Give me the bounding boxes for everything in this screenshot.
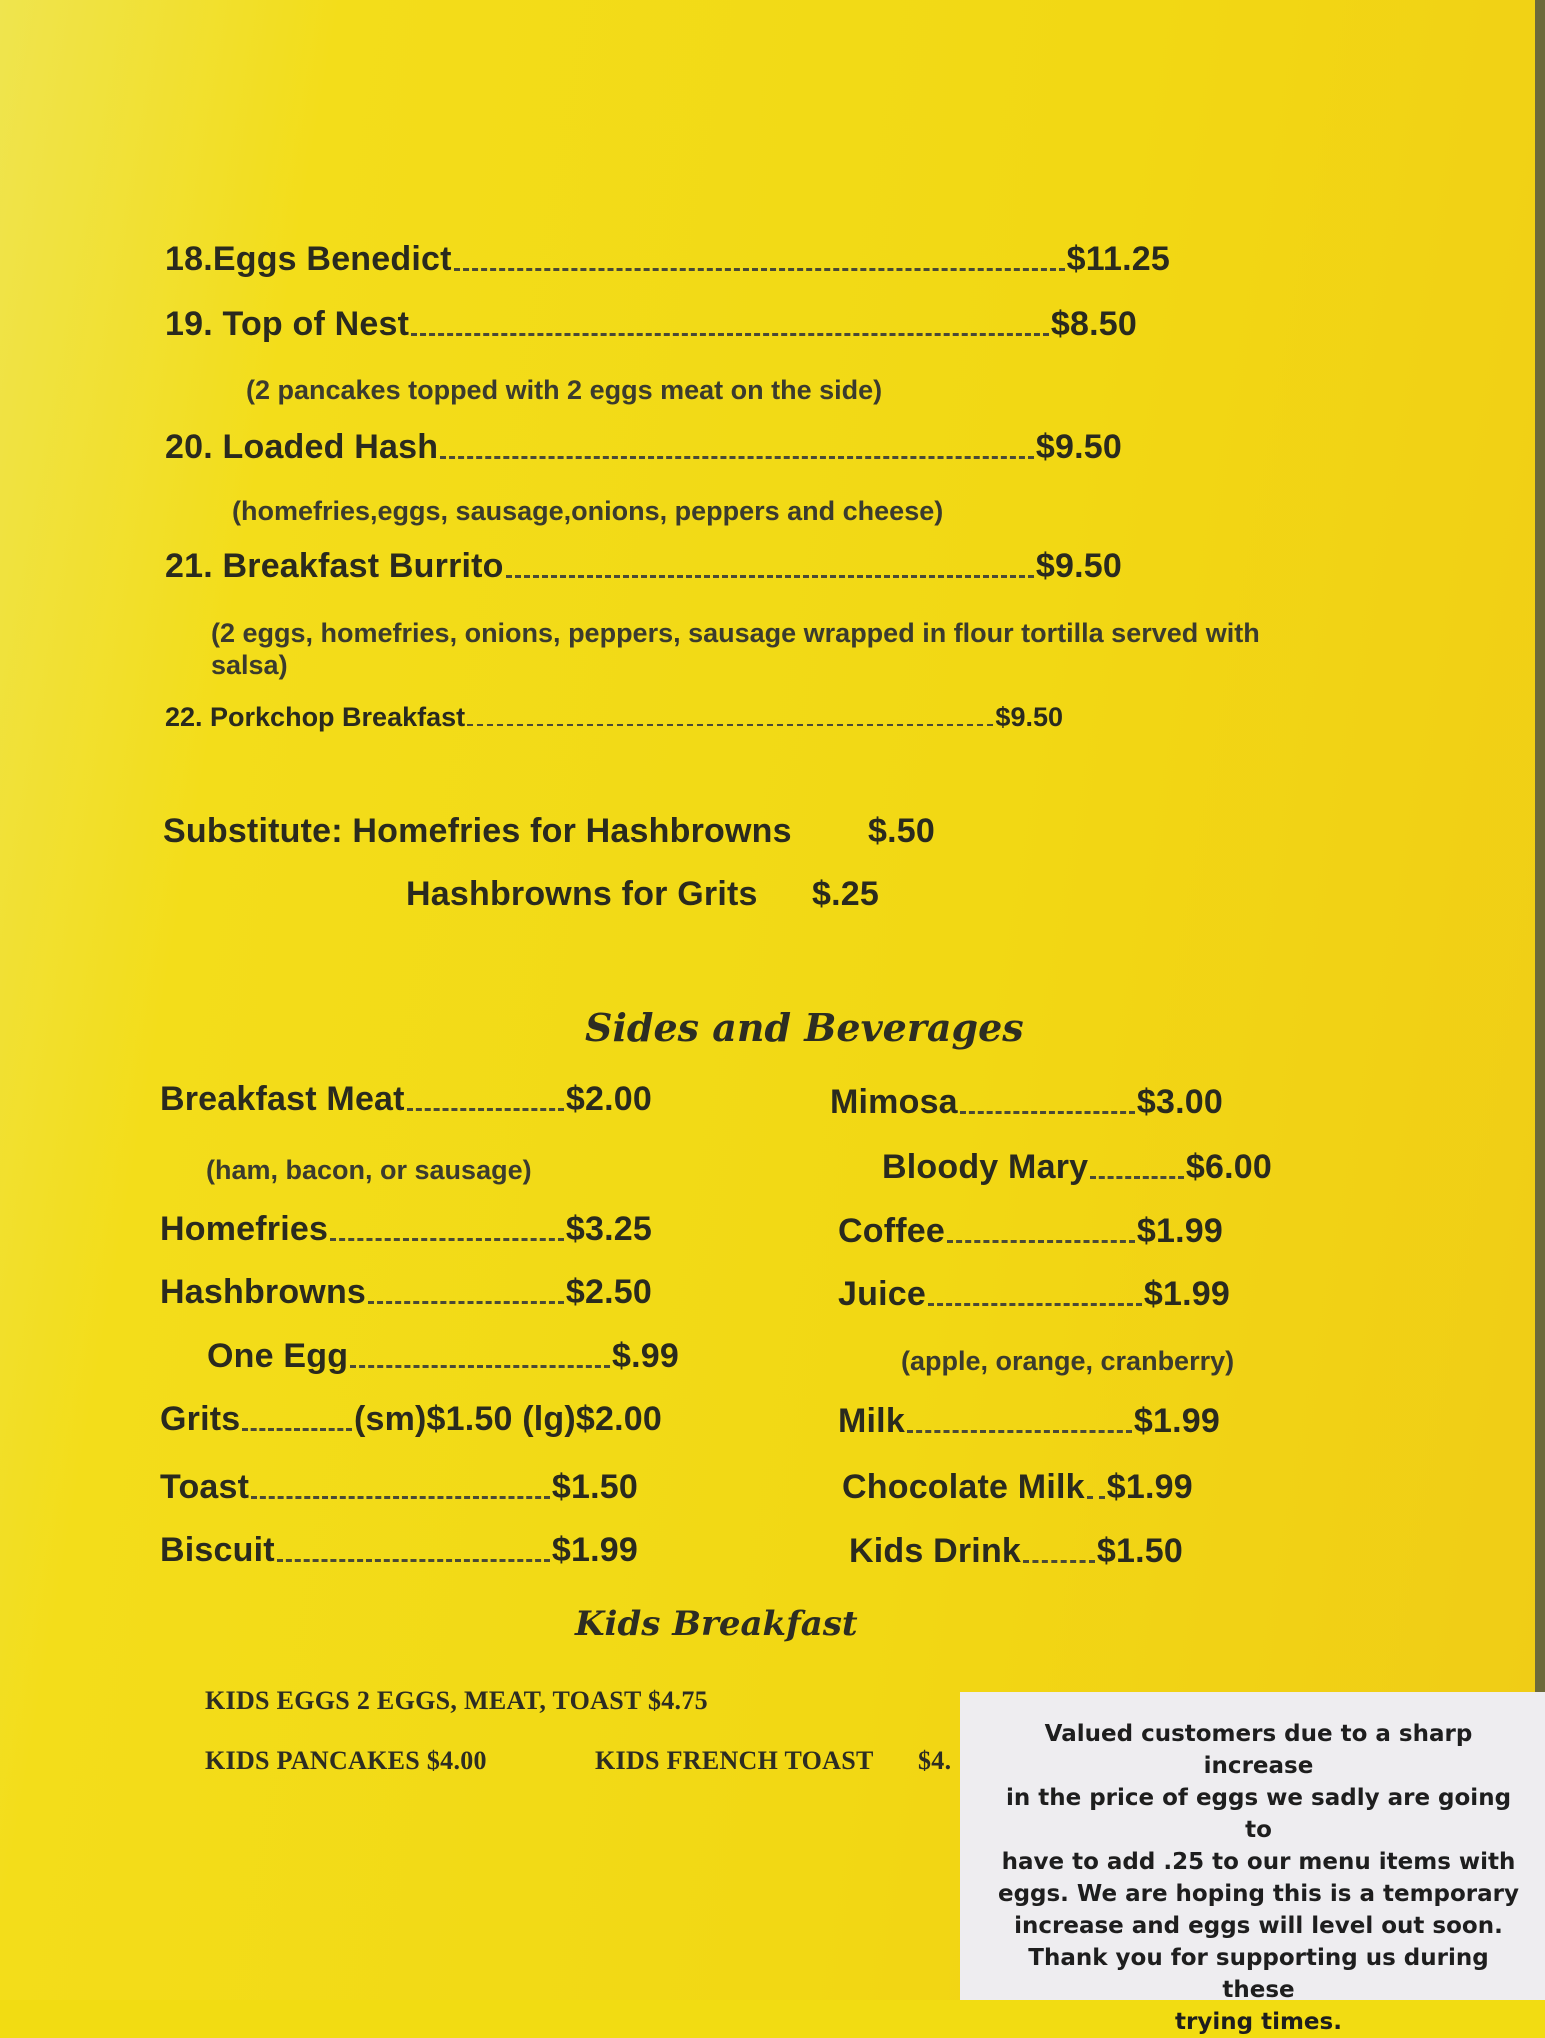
item-name: 22. Porkchop Breakfast — [165, 702, 466, 732]
item-price: $3.25 — [565, 1210, 652, 1248]
egg-price-notice-card — [960, 1692, 1545, 2035]
notice-line: in the price of eggs we sadly are going to — [1005, 1785, 1512, 1843]
substitute-line-2-price: $.25 — [812, 875, 879, 913]
substitute-line-2-label: Hashbrowns for Grits — [406, 875, 758, 913]
item-name: Breakfast Meat — [160, 1080, 405, 1118]
item-price: $8.50 — [1050, 305, 1137, 343]
notice-line: increase and eggs will level out soon. — [1014, 1913, 1503, 1939]
menu-item-top-of-nest — [165, 305, 1137, 344]
item-price: $2.50 — [565, 1273, 652, 1311]
notice-line: trying times. — [1175, 2009, 1342, 2035]
side-toast — [160, 1468, 638, 1507]
item-description: (apple, orange, cranberry) — [901, 1346, 1235, 1376]
leader-dots — [277, 1559, 550, 1562]
kids-eggs-item: KIDS EGGS 2 EGGS, MEAT, TOAST $4.75 — [205, 1686, 708, 1715]
sides-and-beverages-heading: Sides and Beverages — [585, 1005, 1024, 1050]
item-name: Toast — [160, 1468, 250, 1506]
leader-dots — [467, 724, 993, 726]
item-price: $1.99 — [1143, 1275, 1230, 1313]
item-name: Juice — [838, 1275, 926, 1313]
menu-item-loaded-hash — [165, 428, 1122, 467]
leader-dots — [242, 1428, 352, 1431]
item-price: (sm)$1.50 (lg)$2.00 — [353, 1400, 662, 1438]
kids-pancakes-item: KIDS PANCAKES $4.00 — [205, 1746, 487, 1775]
item-name: Bloody Mary — [882, 1148, 1089, 1186]
leader-dots — [928, 1303, 1142, 1306]
side-biscuit — [160, 1531, 638, 1570]
notice-line: Thank you for supporting us during these — [1028, 1945, 1489, 2003]
leader-dots — [947, 1240, 1135, 1243]
item-price: $11.25 — [1066, 240, 1170, 278]
menu-item-breakfast-burrito — [165, 547, 1122, 586]
leader-dots — [960, 1111, 1135, 1114]
item-name: 19. Top of Nest — [165, 305, 410, 343]
item-price: $1.99 — [1106, 1468, 1193, 1506]
side-one-egg — [207, 1337, 679, 1376]
item-description: (ham, bacon, or sausage) — [206, 1155, 532, 1185]
notice-line: have to add .25 to our menu items with — [1001, 1849, 1516, 1875]
leader-dots — [907, 1430, 1132, 1433]
item-price: $1.99 — [551, 1531, 638, 1569]
leader-dots — [1087, 1496, 1105, 1499]
leader-dots — [251, 1496, 550, 1499]
item-name: Chocolate Milk — [842, 1468, 1085, 1506]
beverage-milk — [838, 1402, 1220, 1441]
item-name: Kids Drink — [849, 1532, 1022, 1570]
beverage-juice — [838, 1275, 1230, 1314]
item-name: Milk — [838, 1402, 905, 1440]
leader-dots — [350, 1365, 610, 1368]
beverage-coffee — [838, 1212, 1223, 1251]
item-price: $1.99 — [1133, 1402, 1220, 1440]
kids-french-toast-item: KIDS FRENCH TOAST — [595, 1746, 874, 1775]
beverage-mimosa — [830, 1083, 1223, 1122]
item-description: (homefries,eggs, sausage,onions, peppers and cheese) — [232, 496, 944, 526]
leader-dots — [1023, 1560, 1095, 1563]
item-description: (2 pancakes topped with 2 eggs meat on the side) — [246, 375, 883, 405]
kids-breakfast-heading: Kids Breakfast — [575, 1604, 858, 1644]
item-name: Biscuit — [160, 1531, 275, 1569]
item-price: $2.00 — [565, 1080, 652, 1118]
side-grits — [160, 1400, 662, 1439]
leader-dots — [506, 575, 1034, 578]
item-name: Mimosa — [830, 1083, 958, 1121]
item-description: salsa) — [211, 650, 288, 680]
leader-dots — [368, 1301, 564, 1304]
side-hashbrowns — [160, 1273, 652, 1312]
item-name: Coffee — [838, 1212, 945, 1250]
item-price: $9.50 — [1035, 547, 1122, 585]
item-price: $6.00 — [1185, 1148, 1272, 1186]
item-name: Grits — [160, 1400, 241, 1438]
leader-dots — [407, 1108, 564, 1111]
item-name: 18.Eggs Benedict — [165, 240, 452, 278]
notice-line: Valued customers due to a sharp increase — [1044, 1721, 1473, 1779]
item-name: One Egg — [207, 1337, 349, 1375]
item-price: $3.00 — [1136, 1083, 1223, 1121]
leader-dots — [1090, 1176, 1184, 1179]
beverage-kids-drink — [849, 1532, 1183, 1571]
substitute-line-1-price: $.50 — [868, 812, 935, 850]
beverage-bloody-mary — [882, 1148, 1272, 1187]
item-price: $.99 — [612, 1337, 679, 1375]
leader-dots — [411, 333, 1049, 336]
item-price: $9.50 — [995, 702, 1063, 732]
leader-dots — [440, 456, 1034, 459]
item-price: $9.50 — [1035, 428, 1122, 466]
menu-item-porkchop-breakfast — [165, 702, 1063, 733]
item-name: Hashbrowns — [160, 1273, 367, 1311]
item-name: Homefries — [160, 1210, 329, 1248]
item-description: (2 eggs, homefries, onions, peppers, sausage wrapped in flour tortilla served with — [211, 618, 1260, 648]
item-price: $1.50 — [1096, 1532, 1183, 1570]
item-name: 20. Loaded Hash — [165, 428, 439, 466]
substitute-line-1-label: Substitute: Homefries for Hashbrowns — [163, 812, 792, 850]
beverage-chocolate-milk — [842, 1468, 1216, 1507]
side-breakfast-meat — [160, 1080, 652, 1119]
item-name: 21. Breakfast Burrito — [165, 547, 504, 585]
item-price: $1.50 — [551, 1468, 638, 1506]
leader-dots — [454, 268, 1065, 271]
notice-line: eggs. We are hoping this is a temporary — [997, 1881, 1520, 1907]
menu-item-eggs-benedict — [165, 240, 1170, 279]
leader-dots — [330, 1238, 564, 1241]
side-homefries — [160, 1210, 652, 1249]
item-price: $1.99 — [1136, 1212, 1223, 1250]
kids-french-toast-price: $4. — [918, 1746, 952, 1775]
